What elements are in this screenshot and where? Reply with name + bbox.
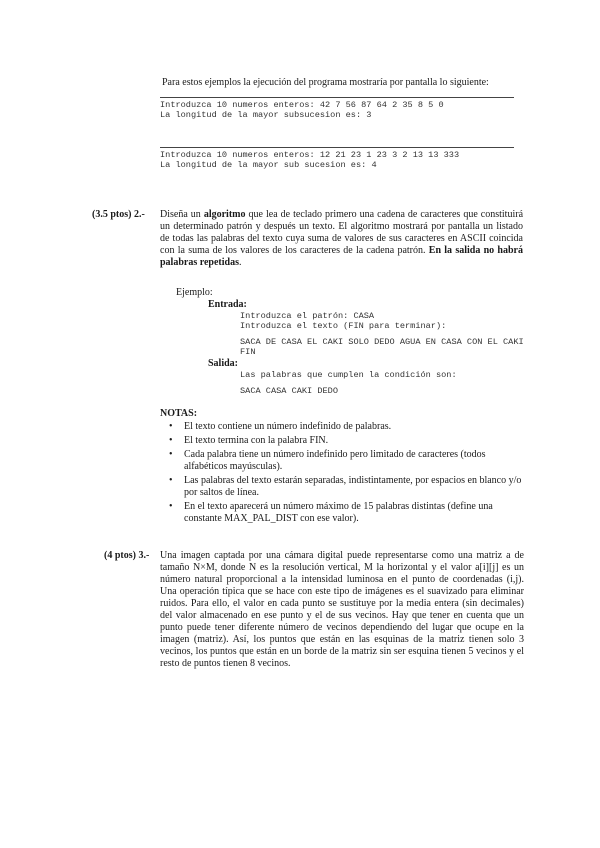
bullet-icon: • xyxy=(169,435,173,446)
input-label: Entrada: xyxy=(208,299,247,310)
example-output-line: La longitud de la mayor subsucesion es: 3 xyxy=(160,110,372,120)
example-output-line: La longitud de la mayor sub sucesion es: 4 xyxy=(160,160,377,170)
note-item xyxy=(162,475,522,499)
statement-period: . xyxy=(239,257,242,268)
example-output-1 xyxy=(160,97,514,120)
problem-3-header xyxy=(104,550,164,562)
note-text: El texto termina con la palabra FIN. xyxy=(184,435,329,446)
intro-text: Para estos ejemplos la ejecución del programa mostraría por pantalla lo siguiente: xyxy=(162,77,489,88)
bullet-icon: • xyxy=(169,501,173,512)
note-item xyxy=(162,421,522,433)
example-output-line: Introduzca 10 numeros enteros: 42 7 56 87 64 2 35 8 5 0 xyxy=(160,100,444,110)
input-prompt-line: Introduzca el patrón: CASA xyxy=(240,311,375,321)
output-console xyxy=(240,370,530,396)
bullet-icon: • xyxy=(169,475,173,486)
note-item xyxy=(162,449,522,473)
example-output-2 xyxy=(160,147,514,170)
note-text: El texto contiene un número indefinido de palabras. xyxy=(184,421,392,432)
note-text: Cada palabra tiene un número indefinido pero limitado de caracteres (todos alfabéticos mayúsculas). xyxy=(184,449,486,472)
problem-3-points: (4 ptos) xyxy=(104,550,136,561)
input-console xyxy=(240,311,530,357)
bullet-icon: • xyxy=(169,421,173,432)
statement-part: Diseña un xyxy=(160,209,201,220)
output-label: Salida: xyxy=(208,358,239,369)
statement-part: que lea de teclado primero una cadena de caracteres que constituirá un determinado patrón y después un texto. El algoritmo mostrará por pantalla un listado de todas las palabras del texto cuya suma de valores de sus caracteres en ASCII coincida con la suma de los valores de los caracteres de la cadena patrón. xyxy=(160,209,524,256)
algorithm-keyword: algoritmo xyxy=(203,209,246,220)
problem-2-header xyxy=(92,209,162,221)
no-repeats-emphasis: En la salida no habrá palabras repetidas xyxy=(160,245,523,268)
bullet-icon: • xyxy=(169,449,173,460)
problem-2-number: 2.- xyxy=(133,209,145,220)
input-text-line: FIN xyxy=(240,347,256,357)
problem-2-points: (3.5 ptos) xyxy=(92,209,132,220)
note-text: En el texto aparecerá un número máximo de 15 palabras distintas (define una constante MAX_PAL_DIST con ese valor). xyxy=(184,501,493,524)
notes-title: NOTAS: xyxy=(160,408,198,419)
note-text: Las palabras del texto estarán separadas, indistintamente, por espacios en blanco y/o por saltos de línea. xyxy=(184,475,522,498)
output-line: SACA CASA CAKI DEDO xyxy=(240,386,338,396)
example-label: Ejemplo: xyxy=(176,287,213,298)
note-item xyxy=(162,435,522,447)
output-line: Las palabras que cumplen la condición son: xyxy=(240,370,457,380)
problem-3-number: 3.- xyxy=(138,550,150,561)
note-item xyxy=(162,501,522,525)
problem-3-statement: Una imagen captada por una cámara digital puede representarse como una matriz a de tamaño N×M, donde N es la resolución vertical, M la horizontal y el valor a[i][j] es un número natural proporcional a la intensidad luminosa en el punto de coordenadas (i,j). Una operación típica que se hace con este tipo de imágenes es el suavizado para eliminar ruidos. Para ello, el valor en cada punto se sustituye por la media entera (sin decimales) del valor almacenado en ese punto y el de sus vecinos. Hay que tener en cuenta que un punto puede tener diferente número de vecinos dependiendo del lugar que ocupe en la imagen (matriz). Así, los puntos que están en las esquinas de la matriz tienen solo 3 vecinos, los puntos que están en un borde de la matriz sin ser esquina tienen 5 vecinos y el resto de puntos tienen 8 vecinos. xyxy=(160,550,524,669)
input-prompt-line: Introduzca el texto (FIN para terminar): xyxy=(240,321,447,331)
notes-list xyxy=(162,421,522,527)
problem-2-statement xyxy=(160,209,523,269)
example-output-line: Introduzca 10 numeros enteros: 12 21 23 1 23 3 2 13 13 333 xyxy=(160,150,460,160)
input-text-line: SACA DE CASA EL CAKI SOLO DEDO AGUA EN CASA CON EL CAKI xyxy=(240,337,524,347)
